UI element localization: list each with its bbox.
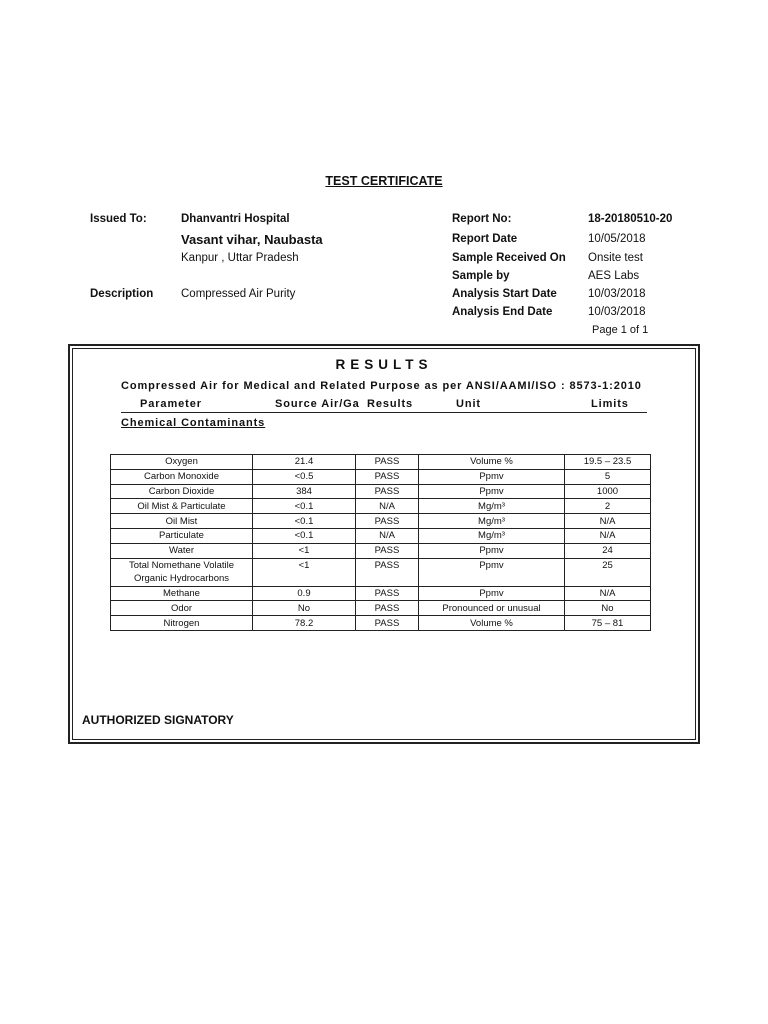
cell-parameter: Oxygen [111, 455, 253, 470]
cell-source: <0.5 [253, 469, 356, 484]
cell-limit: N/A [565, 528, 651, 543]
column-header-row [121, 398, 647, 413]
cell-limit: 5 [565, 469, 651, 484]
address-line-1: Vasant vihar, Naubasta [181, 232, 323, 247]
analysis-start-value: 10/03/2018 [588, 288, 646, 300]
cell-unit: Ppmv [419, 558, 565, 586]
table-row [111, 469, 651, 484]
cell-unit: Pronounced or unusual [419, 601, 565, 616]
table-row [111, 499, 651, 514]
cell-parameter: Water [111, 543, 253, 558]
header-results: Results [367, 398, 414, 410]
certificate-title: TEST CERTIFICATE [325, 174, 443, 188]
table-row [111, 616, 651, 631]
cell-result: PASS [356, 558, 419, 586]
report-no-value: 18-20180510-20 [588, 213, 673, 225]
cell-source: <0.1 [253, 499, 356, 514]
cell-parameter: Nitrogen [111, 616, 253, 631]
cell-unit: Ppmv [419, 543, 565, 558]
cell-unit: Mg/m³ [419, 514, 565, 529]
cell-source: <0.1 [253, 528, 356, 543]
cell-result: N/A [356, 499, 419, 514]
authorized-signatory: AUTHORIZED SIGNATORY [82, 713, 234, 727]
cell-unit: Ppmv [419, 484, 565, 499]
cell-limit: 19.5 – 23.5 [565, 455, 651, 470]
cell-source: 0.9 [253, 586, 356, 601]
page-indicator: Page 1 of 1 [592, 324, 649, 336]
sample-by-label: Sample by [452, 270, 510, 282]
cell-unit: Ppmv [419, 469, 565, 484]
sample-received-label: Sample Received On [452, 252, 566, 264]
table-row [111, 558, 651, 586]
cell-limit: 1000 [565, 484, 651, 499]
report-no-label: Report No: [452, 213, 512, 225]
address-line-2: Kanpur , Uttar Pradesh [181, 252, 299, 264]
sample-by-value: AES Labs [588, 270, 640, 282]
sample-received-value: Onsite test [588, 252, 643, 264]
cell-source: 384 [253, 484, 356, 499]
description-value: Compressed Air Purity [181, 288, 296, 300]
cell-result: PASS [356, 514, 419, 529]
description-label: Description [90, 288, 154, 300]
issued-to-label: Issued To: [90, 213, 147, 225]
analysis-end-value: 10/03/2018 [588, 306, 646, 318]
cell-result: N/A [356, 528, 419, 543]
header-source: Source Air/Ga [275, 398, 360, 410]
cell-limit: N/A [565, 514, 651, 529]
section-heading: Chemical Contaminants [121, 417, 266, 429]
analysis-end-label: Analysis End Date [452, 306, 553, 318]
cell-unit: Volume % [419, 455, 565, 470]
analysis-start-label: Analysis Start Date [452, 288, 557, 300]
cell-parameter: Methane [111, 586, 253, 601]
report-date-value: 10/05/2018 [588, 233, 646, 245]
results-table [110, 454, 651, 631]
cell-parameter: Total Nomethane Volatile Organic Hydrocarbons [111, 558, 253, 586]
cell-limit: No [565, 601, 651, 616]
cell-unit: Ppmv [419, 586, 565, 601]
cell-unit: Volume % [419, 616, 565, 631]
cell-limit: 24 [565, 543, 651, 558]
cell-result: PASS [356, 484, 419, 499]
cell-limit: 75 – 81 [565, 616, 651, 631]
cell-limit: N/A [565, 586, 651, 601]
cell-source: <1 [253, 543, 356, 558]
cell-source: 21.4 [253, 455, 356, 470]
header-limits: Limits [591, 398, 629, 410]
cell-unit: Mg/m³ [419, 499, 565, 514]
cell-source: <1 [253, 558, 356, 586]
cell-parameter: Particulate [111, 528, 253, 543]
table-row [111, 455, 651, 470]
table-row [111, 514, 651, 529]
hospital-name: Dhanvantri Hospital [181, 213, 290, 225]
cell-limit: 2 [565, 499, 651, 514]
cell-result: PASS [356, 469, 419, 484]
cell-limit: 25 [565, 558, 651, 586]
table-row [111, 528, 651, 543]
cell-unit: Mg/m³ [419, 528, 565, 543]
cell-result: PASS [356, 455, 419, 470]
cell-source: <0.1 [253, 514, 356, 529]
standard-line: Compressed Air for Medical and Related Purpose as per ANSI/AAMI/ISO : 8573-1:2010 [121, 380, 642, 392]
table-row [111, 601, 651, 616]
cell-result: PASS [356, 601, 419, 616]
report-date-label: Report Date [452, 233, 518, 245]
cell-result: PASS [356, 543, 419, 558]
cell-parameter: Oil Mist & Particulate [111, 499, 253, 514]
table-row [111, 586, 651, 601]
cell-parameter: Carbon Dioxide [111, 484, 253, 499]
cell-result: PASS [356, 616, 419, 631]
table-row [111, 543, 651, 558]
table-row [111, 484, 651, 499]
cell-parameter: Odor [111, 601, 253, 616]
results-title: RESULTS [335, 357, 433, 372]
cell-source: No [253, 601, 356, 616]
cell-parameter: Carbon Monoxide [111, 469, 253, 484]
header-unit: Unit [456, 398, 481, 410]
header-parameter: Parameter [140, 398, 202, 410]
cell-source: 78.2 [253, 616, 356, 631]
cell-parameter: Oil Mist [111, 514, 253, 529]
cell-result: PASS [356, 586, 419, 601]
